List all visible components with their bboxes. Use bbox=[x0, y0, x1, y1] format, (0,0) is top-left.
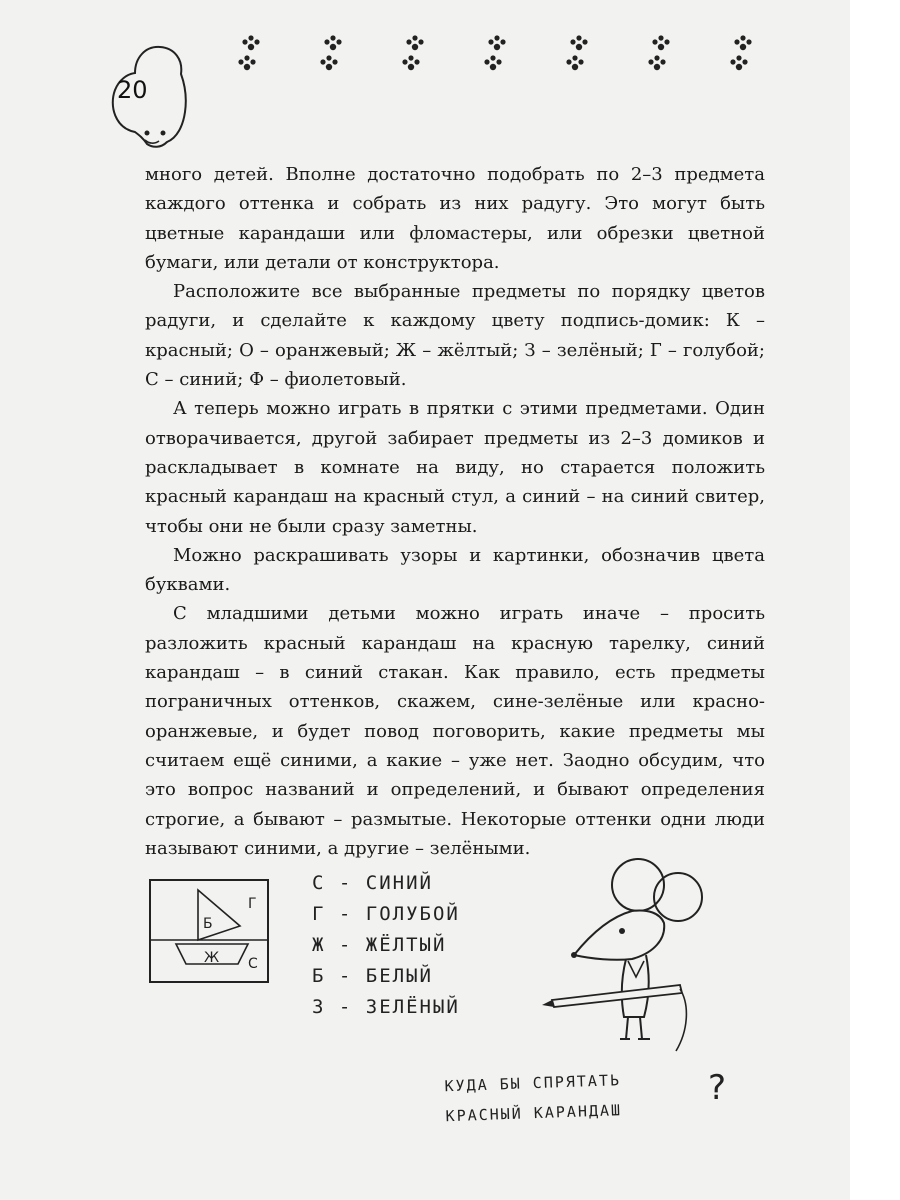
illustration-caption bbox=[444, 1061, 746, 1131]
boat-letter: Ж bbox=[204, 950, 220, 966]
colour-legend bbox=[312, 868, 502, 1023]
sea-letter: С bbox=[248, 956, 258, 972]
colour-coded-boat-drawing bbox=[148, 878, 270, 984]
legend-item: Г - ГОЛУБОЙ bbox=[312, 903, 460, 925]
page-number: 20 bbox=[117, 76, 148, 104]
sail-letter: Б bbox=[203, 916, 213, 932]
caption-line: КРАСНЫЙ КАРАНДАШ bbox=[445, 1101, 623, 1126]
paragraph-2: Расположите все выбранные предметы по порядку цветов радуги, и сделайте к каждому цвету подпись-домик: К – красный; О – оранжевый; Ж – жёлтый; З – зелёный; Г – голубой; С – синий; Ф – фиолетовый. bbox=[145, 281, 765, 391]
caption-line: КУДА БЫ СПРЯТАТЬ bbox=[444, 1071, 622, 1096]
legend-item: Ж - ЖЁЛТЫЙ bbox=[312, 934, 447, 956]
sky-letter: Г bbox=[248, 896, 257, 912]
legend-item: З - ЗЕЛЁНЫЙ bbox=[312, 996, 460, 1018]
body-text bbox=[145, 160, 765, 863]
paragraph-4: Можно раскрашивать узоры и картинки, обозначив цвета буквами. bbox=[145, 544, 765, 596]
caption-question-mark: ? bbox=[708, 1068, 727, 1108]
legend-item: С - СИНИЙ bbox=[312, 872, 433, 894]
paw-prints-decoration bbox=[235, 30, 795, 80]
paragraph-1: много детей. Вполне достаточно подобрать по 2–3 предмета каждого оттенка и собрать из них радугу. Это могут быть цветные карандаши или фломастеры, или обрезки цветной бумаги, или детали от конструктора. bbox=[145, 164, 765, 273]
legend-item: Б - БЕЛЫЙ bbox=[312, 965, 433, 987]
paragraph-5: С младшими детьми можно играть иначе – просить разложить красный карандаш на красную тарелку, синий карандаш – в синий стакан. Как правило, есть предметы пограничных оттенков, скажем, сине-зелёные или красно-оранжевые, и будет повод поговорить, какие предметы мы считаем ещё синими, а какие – уже нет. Заодно обсудим, что это вопрос названий и определений, и бывают определения строгие, а бывают – размытые. Некоторые оттенки одни люди называют синими, а другие – зелёными. bbox=[145, 603, 765, 859]
page-edge bbox=[850, 0, 900, 1200]
mouse-with-pencil-illustration bbox=[540, 855, 710, 1055]
paragraph-3: А теперь можно играть в прятки с этими предметами. Один отворачивается, другой забирает предметы из 2–3 домиков и раскладывает в комнате на виду, но старается положить красный карандаш на красный стул, а синий – на синий свитер, чтобы они не были сразу заметны. bbox=[145, 398, 765, 537]
